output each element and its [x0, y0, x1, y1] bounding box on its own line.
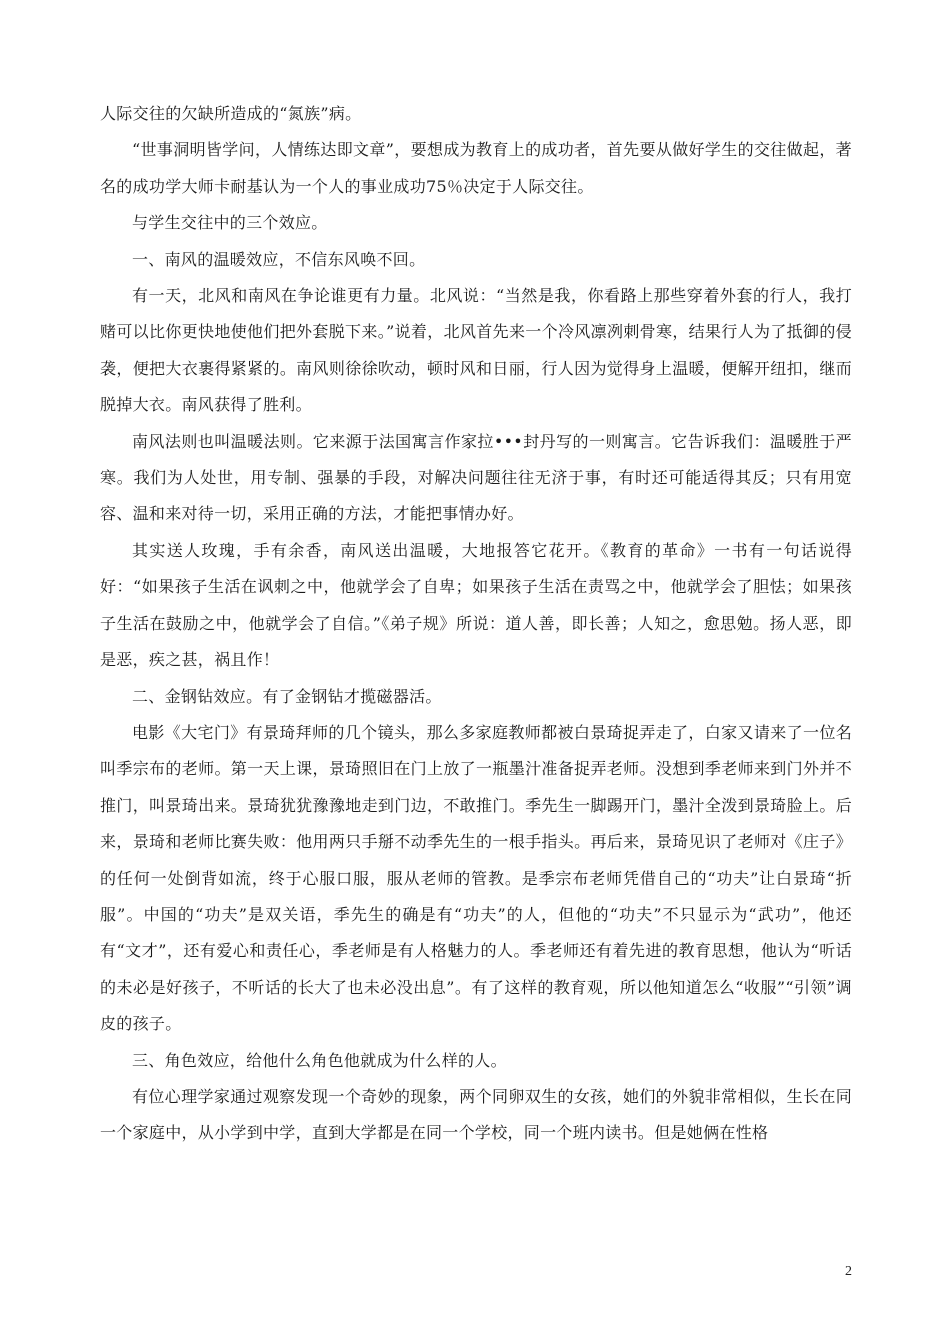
paragraph: “世事洞明皆学问，人情练达即文章”，要想成为教育上的成功者，首先要从做好学生的交往做起，著名的成功学大师卡耐基认为一个人的事业成功75％决定于人际交往。: [100, 140, 852, 196]
paragraph: 电影《大宅门》有景琦拜师的几个镜头，那么多家庭教师都被白景琦捉弄走了，白家又请来了一位名叫季宗布的老师。第一天上课，景琦照旧在门上放了一瓶墨汁准备捉弄老师。没想到季老师来到门外并不推门，叫景琦出来。景琦犹犹豫豫地走到门边，不敢推门。季先生一脚踢开门，墨汁全泼到景琦脸上。后来，景琦和老师比赛失败：他用两只手掰不动季先生的一根手指头。再后来，景琦见识了老师对《庄子》的任何一处倒背如流，终于心服口服，服从老师的管教。是季宗布老师凭借自己的“功夫”让白景琦“折服”。中国的“功夫”是双关语，季先生的确是有“功夫”的人，但他的“功夫”不只显示为“武功”，他还有“文才”，还有爱心和责任心，季老师是有人格魅力的人。季老师还有着先进的教育思想，他认为“听话的未必是好孩子，不听话的长大了也未必没出息”。有了这样的教育观，所以他知道怎么“收服”“引领”调皮的孩子。: [100, 722, 852, 1034]
page-number: 2: [845, 1264, 852, 1279]
paragraph: 有一天，北风和南风在争论谁更有力量。北风说：“当然是我，你看路上那些穿着外套的行人，我打赌可以比你更快地使他们把外套脱下来。”说着，北风首先来一个冷风凛冽刺骨寒，结果行人为了抵御的侵袭，便把大衣裹得紧紧的。南风则徐徐吹动，顿时风和日丽，行人因为觉得身上温暖，便解开纽扣，继而脱掉大衣。南风获得了胜利。: [100, 286, 852, 415]
paragraph: 其实送人玫瑰，手有余香，南风送出温暖，大地报答它花开。《教育的革命》一书有一句话说得好：“如果孩子生活在讽刺之中，他就学会了自卑；如果孩子生活在责骂之中，他就学会了胆怯；如果孩子生活在鼓励之中，他就学会了自信。”《弟子规》所说：道人善，即长善；人知之，愈思勉。扬人恶，即是恶，疾之甚，祸且作！: [100, 540, 852, 670]
paragraph: 与学生交往中的三个效应。: [132, 213, 328, 233]
section-heading: 一、南风的温暖效应，不信东风唤不回。: [132, 249, 426, 269]
paragraph: 南风法则也叫温暖法则。它来源于法国寓言作家拉•••封丹写的一则寓言。它告诉我们：温暖胜于严寒。我们为人处世，用专制、强暴的手段，对解决问题往往无济于事，有时还可能适得其反；只有用宽容、温和来对待一切，采用正确的方法，才能把事情办好。: [100, 431, 852, 524]
paragraph: 有位心理学家通过观察发现一个奇妙的现象，两个同卵双生的女孩，她们的外貌非常相似，生长在同一个家庭中，从小学到中学，直到大学都是在同一个学校，同一个班内读书。但是她俩在性格: [100, 1086, 852, 1143]
section-heading: 二、金钢钻效应。有了金钢钻才揽磁器活。: [132, 686, 442, 706]
paragraph: 人际交往的欠缺所造成的“氮族”病。: [100, 104, 362, 123]
body-text: [100, 96, 852, 1152]
section-heading: 三、角色效应，给他什么角色他就成为什么样的人。: [132, 1050, 507, 1070]
